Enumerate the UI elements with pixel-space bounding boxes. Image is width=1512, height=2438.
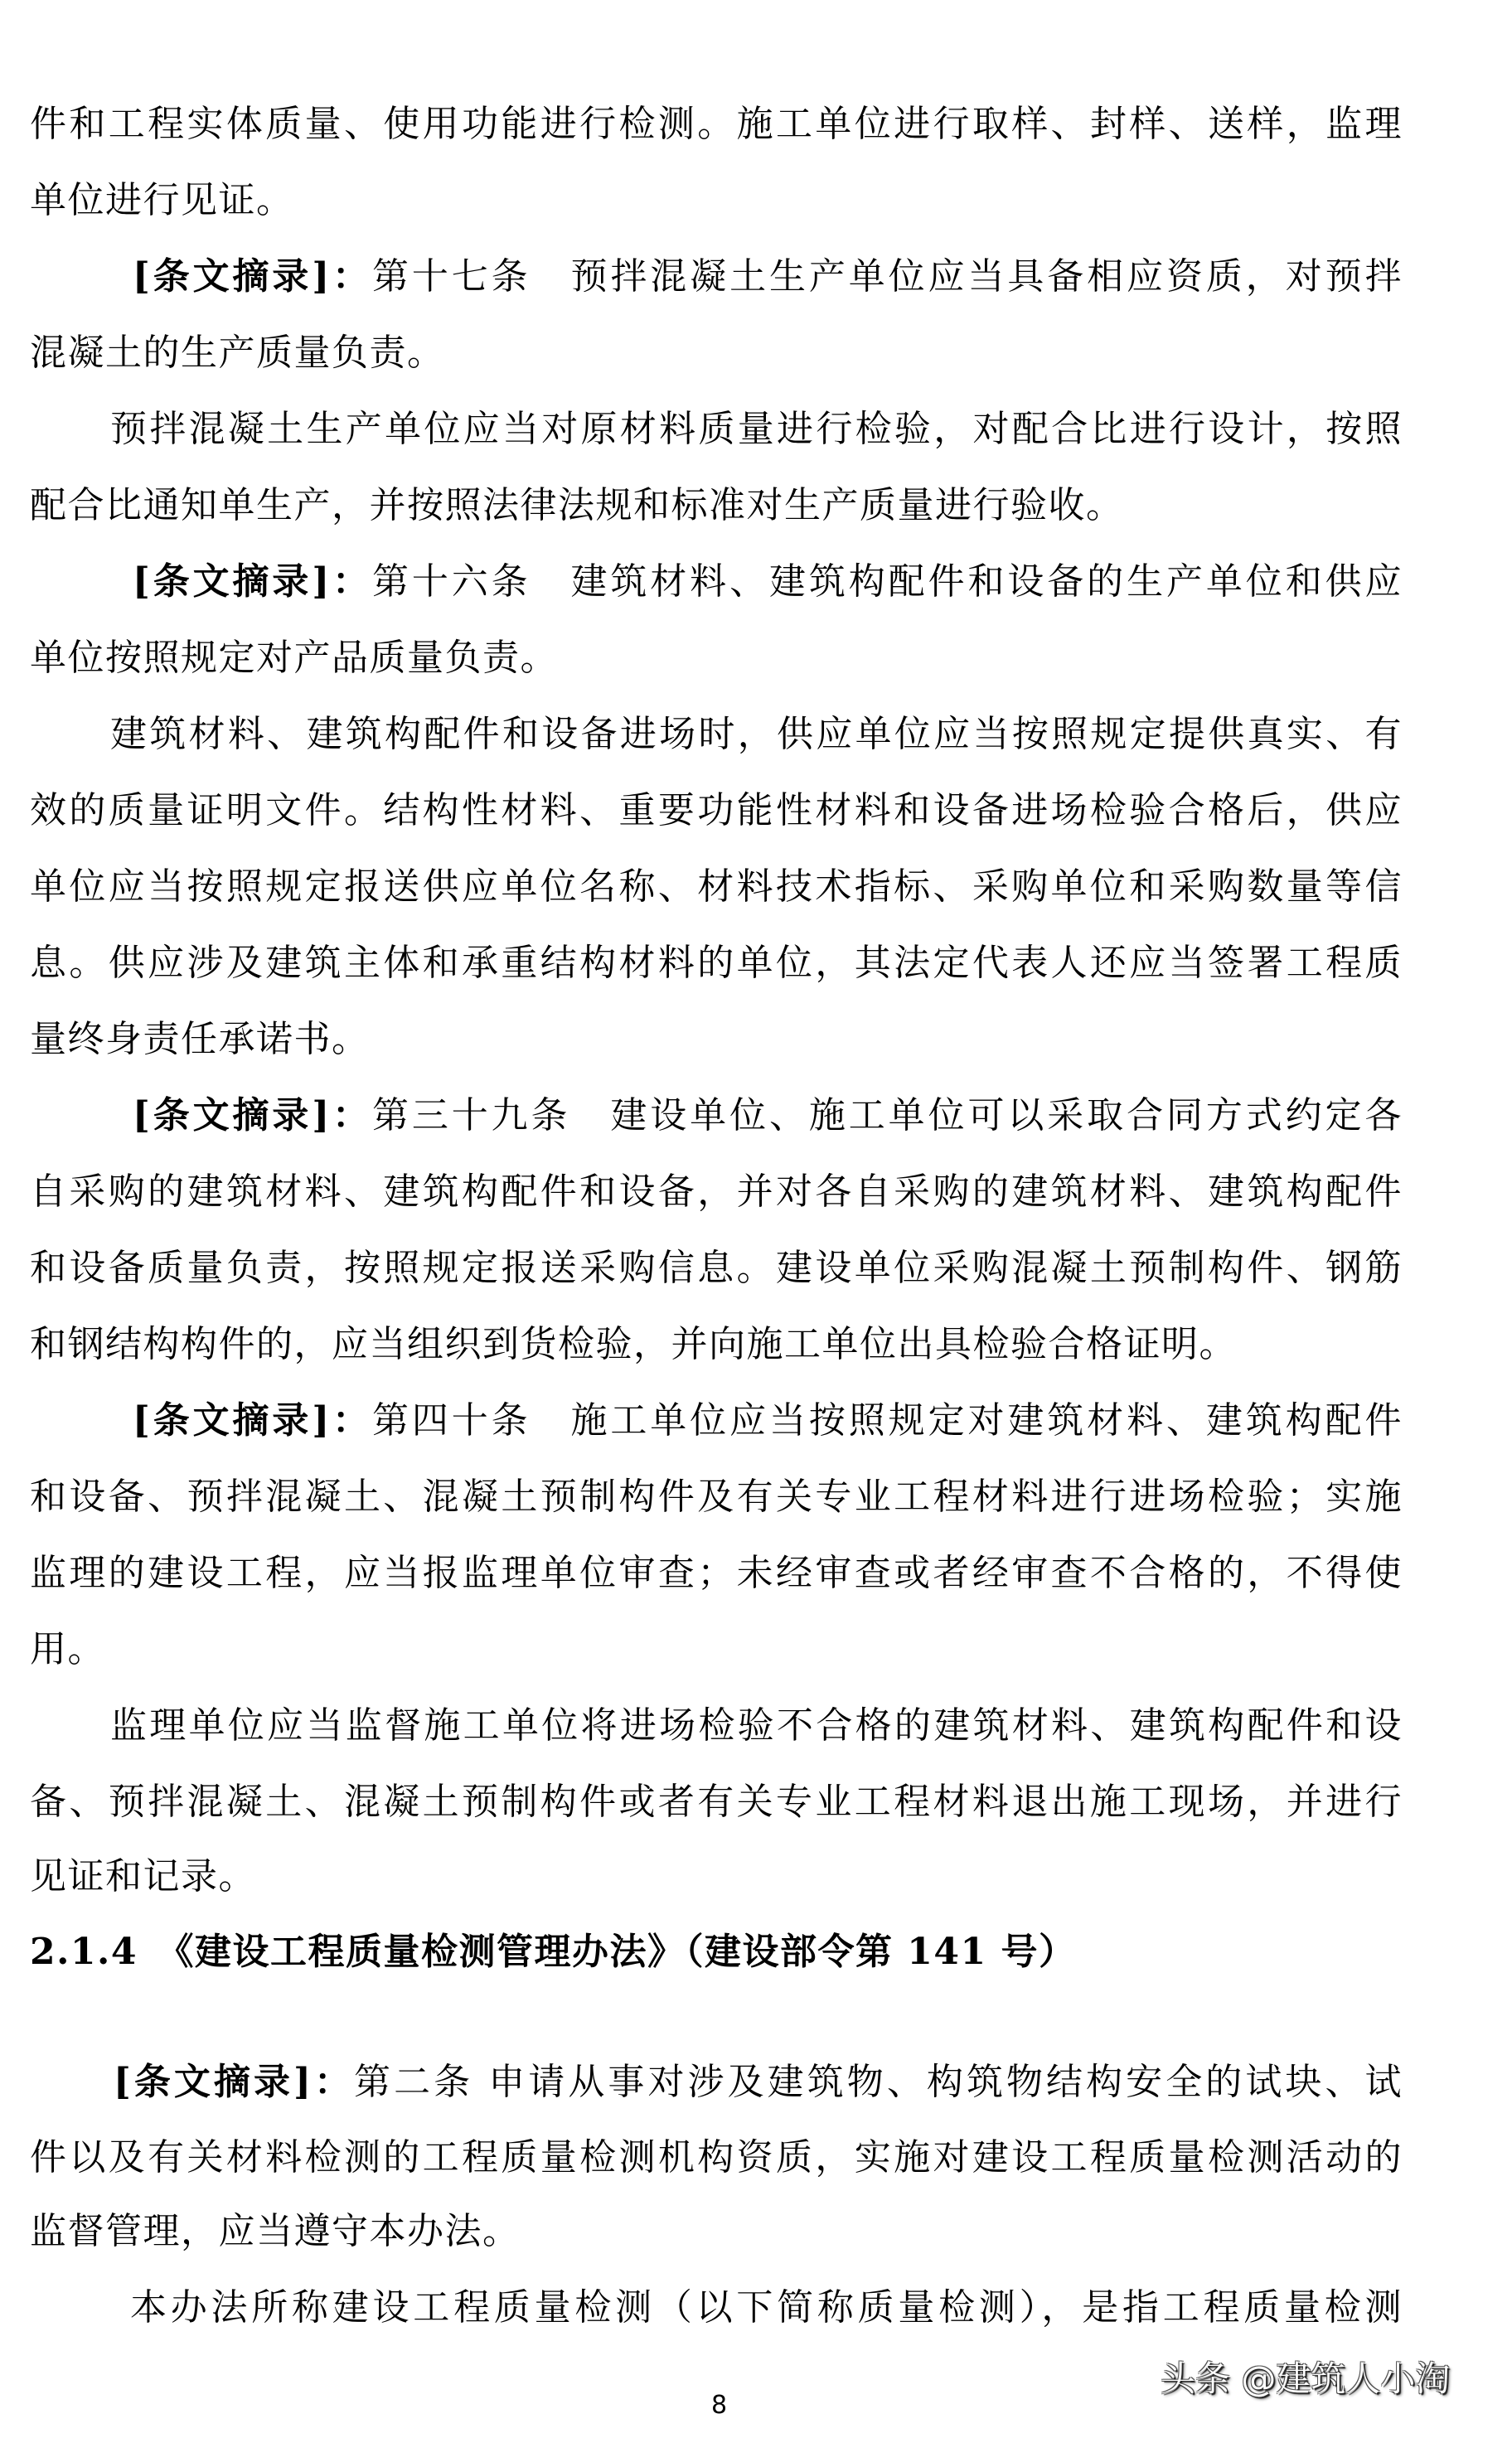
text-line: 备、预拌混凝土、混凝土预制构件或者有关专业工程材料退出施工现场，并进行	[30, 1781, 1403, 1823]
text-line: 和设备、预拌混凝土、混凝土预制构件及有关专业工程材料进行进场检验；实施	[30, 1476, 1403, 1518]
text-line: 监理单位应当监督施工单位将进场检验不合格的建筑材料、建筑构配件和设	[110, 1704, 1403, 1747]
clause-excerpt-line	[133, 252, 1403, 302]
text-line: 用。	[30, 1628, 105, 1670]
text-line: 预拌混凝土生产单位应当对原材料质量进行检验，对配合比进行设计，按照	[110, 408, 1403, 450]
text-line: 混凝土的生产质量负责。	[30, 332, 445, 374]
clause-excerpt-label: [条文摘录]：	[133, 1399, 372, 1442]
clause-excerpt-line	[133, 1396, 1403, 1446]
clause-excerpt-line	[133, 557, 1403, 607]
text-line: 配合比通知单生产，并按照法律法规和标准对生产质量进行验收。	[30, 484, 1124, 526]
clause-text: 第十七条 预拌混凝土生产单位应当具备相应资质，对预拌	[371, 255, 1403, 298]
text-line: 监督管理，应当遵守本办法。	[30, 2210, 521, 2252]
text-line: 效的质量证明文件。结构性材料、重要功能性材料和设备进场检验合格后，供应	[30, 789, 1403, 831]
text-line: 自采购的建筑材料、建筑构配件和设备，并对各自采购的建筑材料、建筑构配件	[30, 1171, 1403, 1213]
text-line: 件以及有关材料检测的工程质量检测机构资质，实施对建设工程质量检测活动的	[30, 2136, 1403, 2179]
clause-excerpt-label: [条文摘录]：	[114, 2061, 355, 2103]
section-heading: 2.1.4 《建设工程质量检测管理办法》（建设部令第 141 号）	[30, 1931, 1077, 1973]
clause-text: 第二条 申请从事对涉及建筑物、构筑物结构安全的试块、试	[354, 2061, 1403, 2103]
text-line: 和设备质量负责，按照规定报送采购信息。建设单位采购混凝土预制构件、钢筋	[30, 1247, 1403, 1289]
page-number: 8	[711, 2391, 728, 2420]
text-line: 单位按照规定对产品质量负责。	[30, 637, 558, 679]
watermark: 头条 @建筑人小淘	[1161, 2358, 1451, 2399]
text-line: 单位应当按照规定报送供应单位名称、材料技术指标、采购单位和采购数量等信	[30, 865, 1403, 908]
text-line: 件和工程实体质量、使用功能进行检测。施工单位进行取样、封样、送样，监理	[30, 103, 1403, 145]
text-line: 本办法所称建设工程质量检测（以下简称质量检测），是指工程质量检测	[130, 2286, 1403, 2329]
text-line: 单位进行见证。	[30, 179, 294, 221]
text-line: 建筑材料、建筑构配件和设备进场时，供应单位应当按照规定提供真实、有	[110, 713, 1403, 755]
clause-excerpt-label: [条文摘录]：	[133, 1094, 372, 1137]
clause-excerpt-line	[114, 2058, 1403, 2107]
clause-excerpt-line	[133, 1091, 1403, 1141]
clause-text: 第四十条 施工单位应当按照规定对建筑材料、建筑构配件	[371, 1399, 1403, 1442]
clause-excerpt-label: [条文摘录]：	[133, 255, 372, 298]
clause-excerpt-label: [条文摘录]：	[133, 560, 372, 603]
clause-text: 第十六条 建筑材料、建筑构配件和设备的生产单位和供应	[371, 560, 1403, 603]
clause-text: 第三十九条 建设单位、施工单位可以采取合同方式约定各	[371, 1094, 1403, 1137]
text-line: 监理的建设工程，应当报监理单位审查；未经审查或者经审查不合格的，不得使	[30, 1552, 1403, 1594]
text-line: 息。供应涉及建筑主体和承重结构材料的单位，其法定代表人还应当签署工程质	[30, 942, 1403, 984]
text-line: 见证和记录。	[30, 1855, 256, 1898]
text-line: 量终身责任承诺书。	[30, 1018, 370, 1060]
text-line: 和钢结构构件的，应当组织到货检验，并向施工单位出具检验合格证明。	[30, 1323, 1237, 1365]
